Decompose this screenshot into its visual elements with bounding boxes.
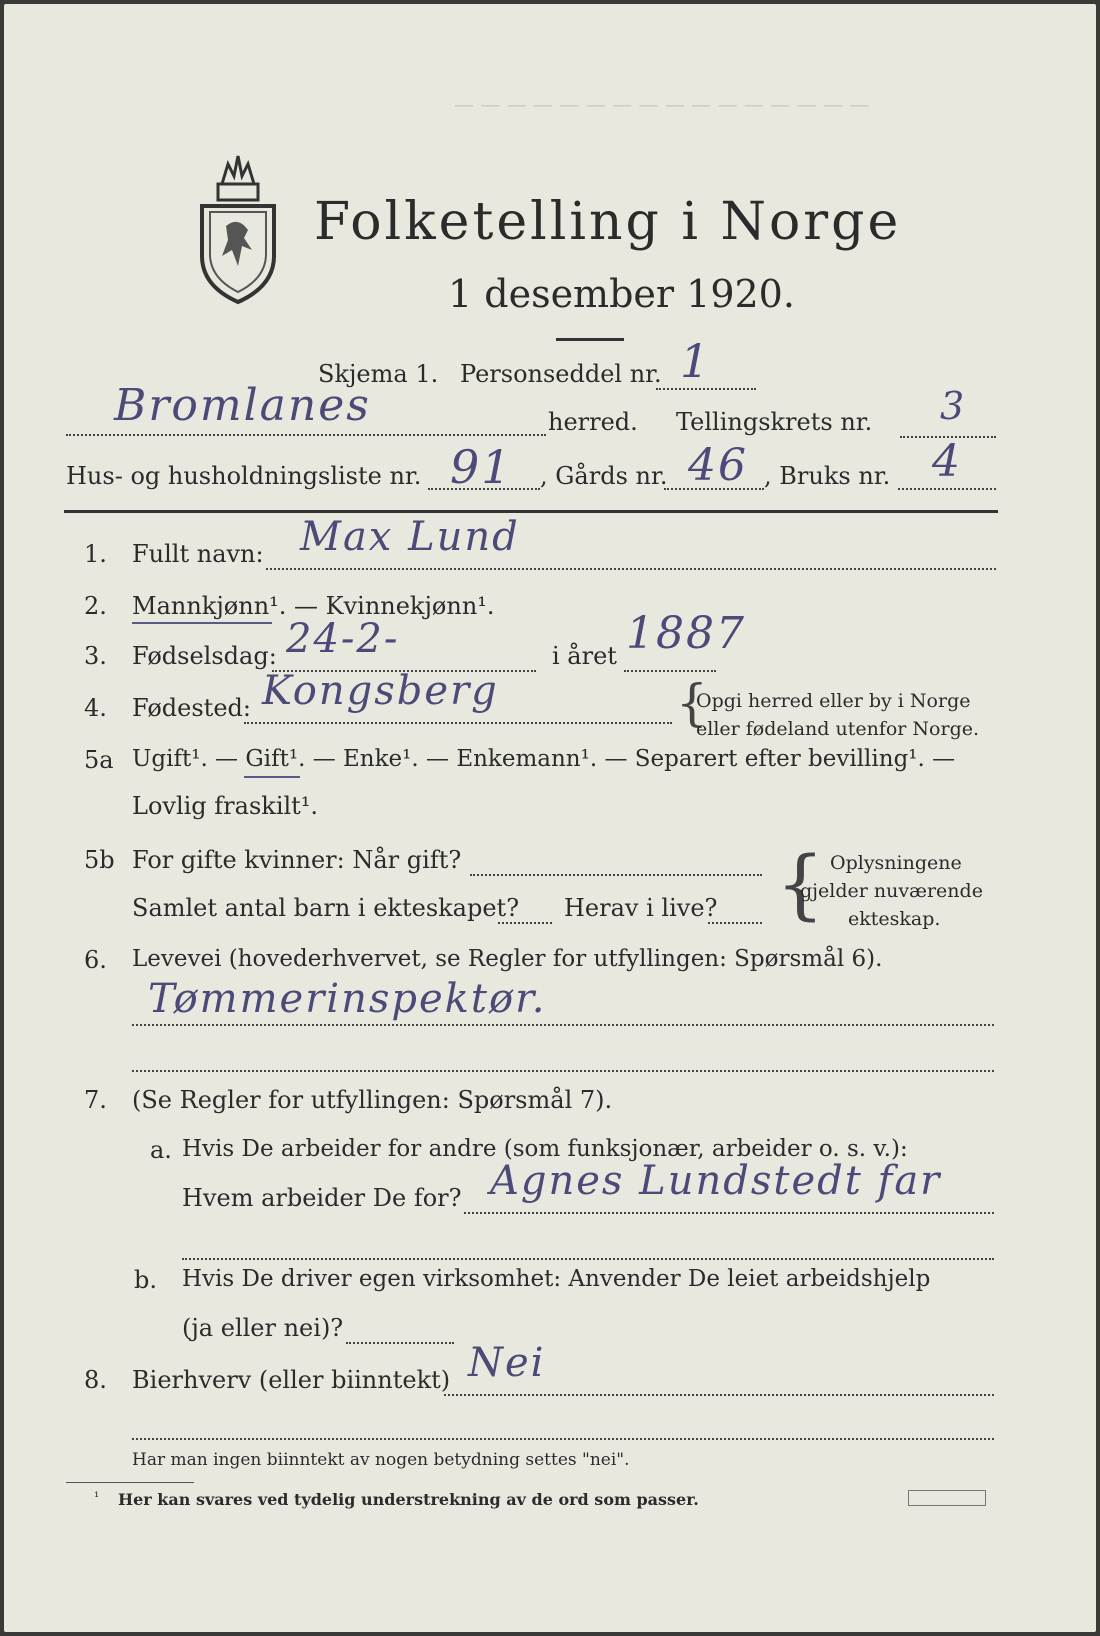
tellingskrets-label: Tellingskrets nr. xyxy=(676,408,873,436)
q5b-alive-line[interactable] xyxy=(708,922,762,924)
q7a-letter: a. xyxy=(150,1136,172,1164)
norway-coat-of-arms-icon xyxy=(192,146,284,306)
q4-note-line2: eller fødeland utenfor Norge. xyxy=(696,718,980,740)
q1-label: Fullt navn: xyxy=(132,540,264,568)
q7b-label: (ja eller nei)? xyxy=(182,1314,344,1342)
q8-line xyxy=(444,1394,994,1396)
q6-value[interactable]: Tømmerinspektør. xyxy=(148,976,547,1022)
footnote-mark: ¹ xyxy=(94,1490,100,1505)
q3-label: Fødselsdag: xyxy=(132,642,277,670)
q4-value[interactable]: Kongsberg xyxy=(262,668,499,714)
header-divider xyxy=(64,510,998,513)
herred-line xyxy=(66,434,546,436)
bleed-through-text: — — — — — — — — — — — — — — — — xyxy=(454,92,870,116)
q5b-when-line[interactable] xyxy=(470,874,762,876)
bruks-label: , Bruks nr. xyxy=(764,462,891,490)
q3-year-label: i året xyxy=(552,642,617,670)
q8-label: Bierhverv (eller biinntekt) xyxy=(132,1366,451,1394)
footnote-divider xyxy=(66,1482,194,1483)
q4-note-line1: Opgi herred eller by i Norge xyxy=(696,690,971,712)
bruks-value[interactable]: 4 xyxy=(932,436,962,487)
tellingskrets-value[interactable]: 3 xyxy=(940,384,967,428)
skjema-label: Skjema 1. xyxy=(318,360,439,388)
q5b-note-brace: { xyxy=(776,839,825,928)
q7a-line xyxy=(464,1212,994,1214)
title-divider xyxy=(556,338,624,341)
personseddel-label: Personseddel nr. xyxy=(460,360,662,388)
q7a-label: Hvem arbeider De for? xyxy=(182,1184,462,1212)
gards-value[interactable]: 46 xyxy=(688,440,748,491)
q5a-options[interactable]: Ugift¹. — Gift¹. — Enke¹. — Enkemann¹. — Separert efter bevilling¹. — xyxy=(132,746,956,772)
q5b-number: 5b xyxy=(84,846,115,874)
mannkjonn-underline xyxy=(132,622,272,624)
q5a-options-cont[interactable]: Lovlig fraskilt¹. xyxy=(132,792,319,820)
personseddel-value[interactable]: 1 xyxy=(680,334,712,388)
q7a-value[interactable]: Agnes Lundstedt far xyxy=(490,1158,942,1204)
q3-number: 3. xyxy=(84,642,107,670)
form-title: Folketelling i Norge xyxy=(314,192,902,252)
q1-number: 1. xyxy=(84,540,107,568)
personseddel-line xyxy=(656,388,756,390)
q5b-alive-label: Herav i live? xyxy=(564,894,718,922)
herred-label: herred. xyxy=(548,408,638,436)
q6-number: 6. xyxy=(84,946,107,974)
q5b-children-line[interactable] xyxy=(498,922,552,924)
q5b-when-label: For gifte kvinner: Når gift? xyxy=(132,846,462,874)
q3-year-value[interactable]: 1887 xyxy=(626,608,746,659)
gards-label: , Gårds nr. xyxy=(540,462,668,490)
footer-note: Har man ingen biinntekt av nogen betydning settes "nei". xyxy=(132,1450,630,1470)
q5b-note-line3: ekteskap. xyxy=(848,908,941,930)
herred-value[interactable]: Bromlanes xyxy=(114,380,371,431)
q5b-children-label: Samlet antal barn i ekteskapet? xyxy=(132,894,520,922)
q2-number: 2. xyxy=(84,592,107,620)
q5b-note-line2: gjelder nuværende xyxy=(800,880,983,902)
q7b-line[interactable] xyxy=(346,1342,454,1344)
q1-line xyxy=(266,568,996,570)
q8-number: 8. xyxy=(84,1366,107,1394)
q3-year-line xyxy=(624,670,716,672)
q7a-text: Hvis De arbeider for andre (som funksjonær, arbeider o. s. v.): xyxy=(182,1136,908,1162)
q4-note-brace: { xyxy=(676,674,708,732)
husliste-label: Hus- og husholdningsliste nr. xyxy=(66,462,422,490)
q6-label: Levevei (hovederhvervet, se Regler for utfyllingen: Spørsmål 6). xyxy=(132,946,883,972)
q6-line-2[interactable] xyxy=(132,1070,994,1072)
footnote-text: Her kan svares ved tydelig understrekning av de ord som passer. xyxy=(118,1490,699,1509)
q6-line-1 xyxy=(132,1024,994,1026)
bruks-line xyxy=(898,488,996,490)
q7-label: (Se Regler for utfyllingen: Spørsmål 7). xyxy=(132,1086,613,1114)
q7-number: 7. xyxy=(84,1086,107,1114)
q7b-letter: b. xyxy=(134,1266,157,1294)
q5b-note-line1: Oplysningene xyxy=(830,852,962,874)
printer-stamp-icon xyxy=(908,1490,986,1506)
q8-line-2[interactable] xyxy=(132,1438,994,1440)
q8-value[interactable]: Nei xyxy=(468,1340,546,1386)
q1-value[interactable]: Max Lund xyxy=(300,514,520,560)
q2-label[interactable]: Mannkjønn¹. — Kvinnekjønn¹. xyxy=(132,592,495,620)
gift-underline xyxy=(244,776,300,778)
q3-value[interactable]: 24-2- xyxy=(286,616,400,662)
q7b-text: Hvis De driver egen virksomhet: Anvender De leiet arbeidshjelp xyxy=(182,1266,931,1292)
q7a-line-2[interactable] xyxy=(182,1258,994,1260)
form-date: 1 desember 1920. xyxy=(448,272,795,316)
q5a-number: 5a xyxy=(84,746,114,774)
q4-number: 4. xyxy=(84,694,107,722)
q4-label: Fødested: xyxy=(132,694,251,722)
husliste-value[interactable]: 91 xyxy=(450,440,513,494)
census-form-page xyxy=(4,4,1096,1632)
q4-line xyxy=(244,722,672,724)
